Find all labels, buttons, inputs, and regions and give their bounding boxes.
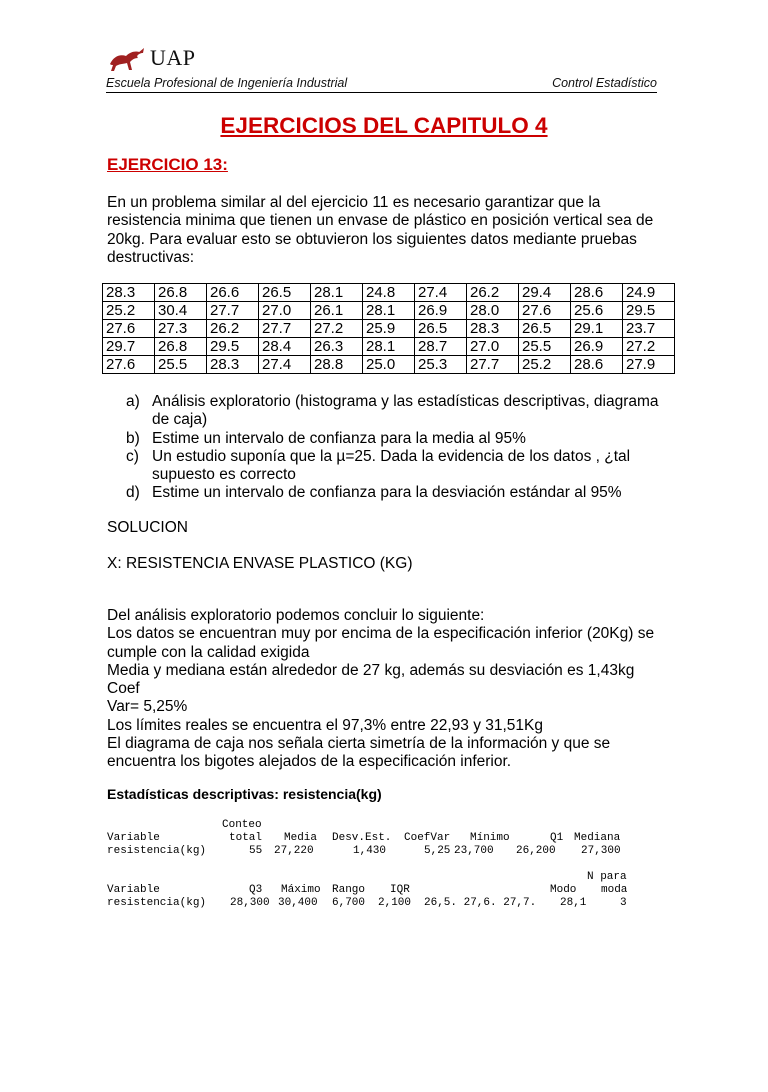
question-text: Estime un intervalo de confianza para la desviación estándar al 95%	[152, 484, 622, 502]
stats-header: Q3	[249, 884, 263, 896]
table-cell: 26.8	[155, 338, 207, 356]
uap-logo	[108, 44, 258, 74]
conclusion-line: encuentra los bigotes alejados de la especificación inferior.	[107, 753, 512, 771]
stats-block-1	[107, 819, 667, 859]
question-text: Un estudio suponía que la µ=25. Dada la evidencia de los datos , ¿tal	[152, 447, 631, 465]
stats-header: Conteo	[222, 819, 262, 831]
question-text: Análisis exploratorio (histograma y las estadísticas descriptivas, diagrama	[152, 393, 659, 410]
table-cell: 29.5	[623, 302, 675, 320]
table-cell: 25.3	[415, 356, 467, 374]
question-text: de caja)	[152, 411, 208, 429]
table-cell: 24.8	[363, 284, 415, 302]
stats-header: Mínimo	[470, 832, 510, 844]
stats-cell: 23,700	[454, 845, 494, 857]
table-cell: 29.1	[571, 320, 623, 338]
table-cell: 27.6	[519, 302, 571, 320]
table-row	[103, 302, 675, 320]
stats-cell: resistencia(kg)	[107, 897, 207, 909]
table-cell: 28.1	[311, 284, 363, 302]
table-cell: 26.2	[467, 284, 519, 302]
table-cell: 25.9	[363, 320, 415, 338]
table-row	[103, 338, 675, 356]
conclusion-line: Var= 5,25%	[107, 698, 188, 716]
table-cell: 28.1	[363, 338, 415, 356]
stats-block-2	[107, 871, 667, 911]
course-name: Control Estadístico	[552, 76, 657, 90]
table-cell: 28.7	[415, 338, 467, 356]
conclusion-line: Los datos se encuentran muy por encima de la especificación inferior (20Kg) se	[107, 625, 655, 643]
stats-header: Rango	[332, 884, 366, 896]
question-text: supuesto es correcto	[152, 466, 296, 484]
table-cell: 27.2	[623, 338, 675, 356]
intro-line: resistencia minima que tienen un envase de plástico en posición vertical sea de	[107, 212, 654, 230]
table-cell: 26.5	[519, 320, 571, 338]
conclusion-line: Del análisis exploratorio podemos concluir lo siguiente:	[107, 607, 485, 624]
table-cell: 29.4	[519, 284, 571, 302]
stats-header: Mediana	[574, 832, 621, 844]
header-divider	[106, 92, 657, 93]
table-cell: 28.8	[311, 356, 363, 374]
question-item	[126, 466, 666, 484]
table-row	[103, 284, 675, 302]
stats-cell: 3	[620, 897, 627, 909]
conclusion-line: El diagrama de caja nos señala cierta simetría de la información y que se	[107, 735, 611, 753]
table-cell: 27.6	[103, 320, 155, 338]
conclusion-line: Los límites reales se encuentra el 97,3% entre 22,93 y 31,51Kg	[107, 716, 543, 734]
table-cell: 27.3	[155, 320, 207, 338]
table-cell: 24.9	[623, 284, 675, 302]
question-item	[126, 484, 666, 502]
table-cell: 27.2	[311, 320, 363, 338]
intro-line: 20kg. Para evaluar esto se obtuvieron los siguientes datos mediante pruebas	[107, 230, 637, 248]
table-cell: 26.6	[207, 284, 259, 302]
table-cell: 25.0	[363, 356, 415, 374]
conclusion-paragraph	[107, 607, 667, 772]
stats-header: Modo	[550, 884, 577, 896]
question-label	[126, 466, 152, 484]
table-row	[103, 356, 675, 374]
question-label: c)	[126, 447, 139, 465]
table-cell: 27.4	[415, 284, 467, 302]
solution-heading: SOLUCION	[107, 519, 188, 536]
table-cell: 25.6	[571, 302, 623, 320]
question-label: b)	[126, 429, 140, 447]
table-cell: 27.7	[207, 302, 259, 320]
table-cell: 28.3	[103, 284, 155, 302]
stats-cell: 2,100	[378, 897, 412, 909]
table-cell: 27.4	[259, 356, 311, 374]
stats-cell: 28,300	[230, 897, 270, 909]
table-cell: 27.6	[103, 356, 155, 374]
table-cell: 29.5	[207, 338, 259, 356]
stats-header: Q1	[550, 832, 564, 844]
table-cell: 28.1	[363, 302, 415, 320]
stats-heading: Estadísticas descriptivas: resistencia(kg)	[107, 786, 382, 802]
conclusion-line: cumple con la calidad exigida	[107, 643, 310, 661]
intro-paragraph	[107, 194, 667, 267]
table-cell: 25.5	[155, 356, 207, 374]
table-row	[103, 320, 675, 338]
stats-cell: resistencia(kg)	[107, 845, 207, 857]
table-cell: 28.6	[571, 356, 623, 374]
exercise-title: EJERCICIO 13:	[107, 155, 228, 174]
data-table	[102, 283, 675, 374]
stats-header: Variable	[107, 884, 160, 896]
table-cell: 23.7	[623, 320, 675, 338]
table-cell: 28.6	[571, 284, 623, 302]
table-cell: 26.9	[415, 302, 467, 320]
question-item	[126, 430, 666, 448]
conclusion-line: Media y mediana están alrededor de 27 kg, además su desviación es 1,43kg Coef	[107, 661, 635, 698]
question-label: d)	[126, 484, 140, 502]
table-cell: 27.7	[467, 356, 519, 374]
intro-line: En un problema similar al del ejercicio 11 es necesario garantizar que la	[107, 194, 601, 211]
stats-cell: 30,400	[278, 897, 318, 909]
stats-header: total	[229, 832, 263, 844]
horse-logo-icon	[108, 44, 148, 74]
table-cell: 30.4	[155, 302, 207, 320]
stats-cell: 26,200	[516, 845, 556, 857]
table-cell: 26.2	[207, 320, 259, 338]
intro-line: destructivas:	[107, 248, 195, 266]
stats-cell: 6,700	[332, 897, 366, 909]
question-label: a)	[126, 393, 140, 410]
table-cell: 25.2	[103, 302, 155, 320]
logo-text: UAP	[150, 45, 196, 70]
stats-cell: 5,25	[424, 845, 451, 857]
table-cell: 28.0	[467, 302, 519, 320]
variable-definition: X: RESISTENCIA ENVASE PLASTICO (KG)	[107, 555, 413, 572]
table-cell: 27.0	[467, 338, 519, 356]
stats-cell: 28,1	[560, 897, 587, 909]
table-cell: 26.8	[155, 284, 207, 302]
stats-header: Media	[284, 832, 318, 844]
table-cell: 25.2	[519, 356, 571, 374]
question-item	[126, 448, 666, 466]
table-cell: 26.1	[311, 302, 363, 320]
school-name: Escuela Profesional de Ingeniería Industrial	[106, 76, 348, 90]
table-cell: 28.3	[207, 356, 259, 374]
table-cell: 28.4	[259, 338, 311, 356]
stats-cell: 27,300	[581, 845, 621, 857]
table-cell: 26.3	[311, 338, 363, 356]
question-label	[126, 411, 152, 429]
question-list	[126, 393, 666, 503]
stats-header: moda	[601, 884, 628, 896]
stats-header: N para	[587, 871, 627, 883]
stats-header: CoefVar	[404, 832, 451, 844]
stats-header: IQR	[390, 884, 410, 896]
stats-cell: 26,5. 27,6. 27,7.	[424, 897, 537, 909]
stats-header: Máximo	[281, 884, 321, 896]
table-cell: 25.5	[519, 338, 571, 356]
stats-header: Variable	[107, 832, 160, 844]
table-cell: 29.7	[103, 338, 155, 356]
table-cell: 28.3	[467, 320, 519, 338]
table-cell: 27.0	[259, 302, 311, 320]
table-cell: 26.9	[571, 338, 623, 356]
stats-cell: 27,220	[274, 845, 314, 857]
table-cell: 27.7	[259, 320, 311, 338]
page-title: EJERCICIOS DEL CAPITULO 4	[220, 113, 548, 138]
table-cell: 26.5	[259, 284, 311, 302]
stats-header: Desv.Est.	[332, 832, 392, 844]
table-cell: 26.5	[415, 320, 467, 338]
stats-cell: 1,430	[353, 845, 387, 857]
question-item	[126, 393, 666, 411]
stats-cell: 55	[249, 845, 263, 857]
table-cell: 27.9	[623, 356, 675, 374]
question-text: Estime un intervalo de confianza para la media al 95%	[152, 429, 526, 447]
question-item	[126, 411, 666, 429]
